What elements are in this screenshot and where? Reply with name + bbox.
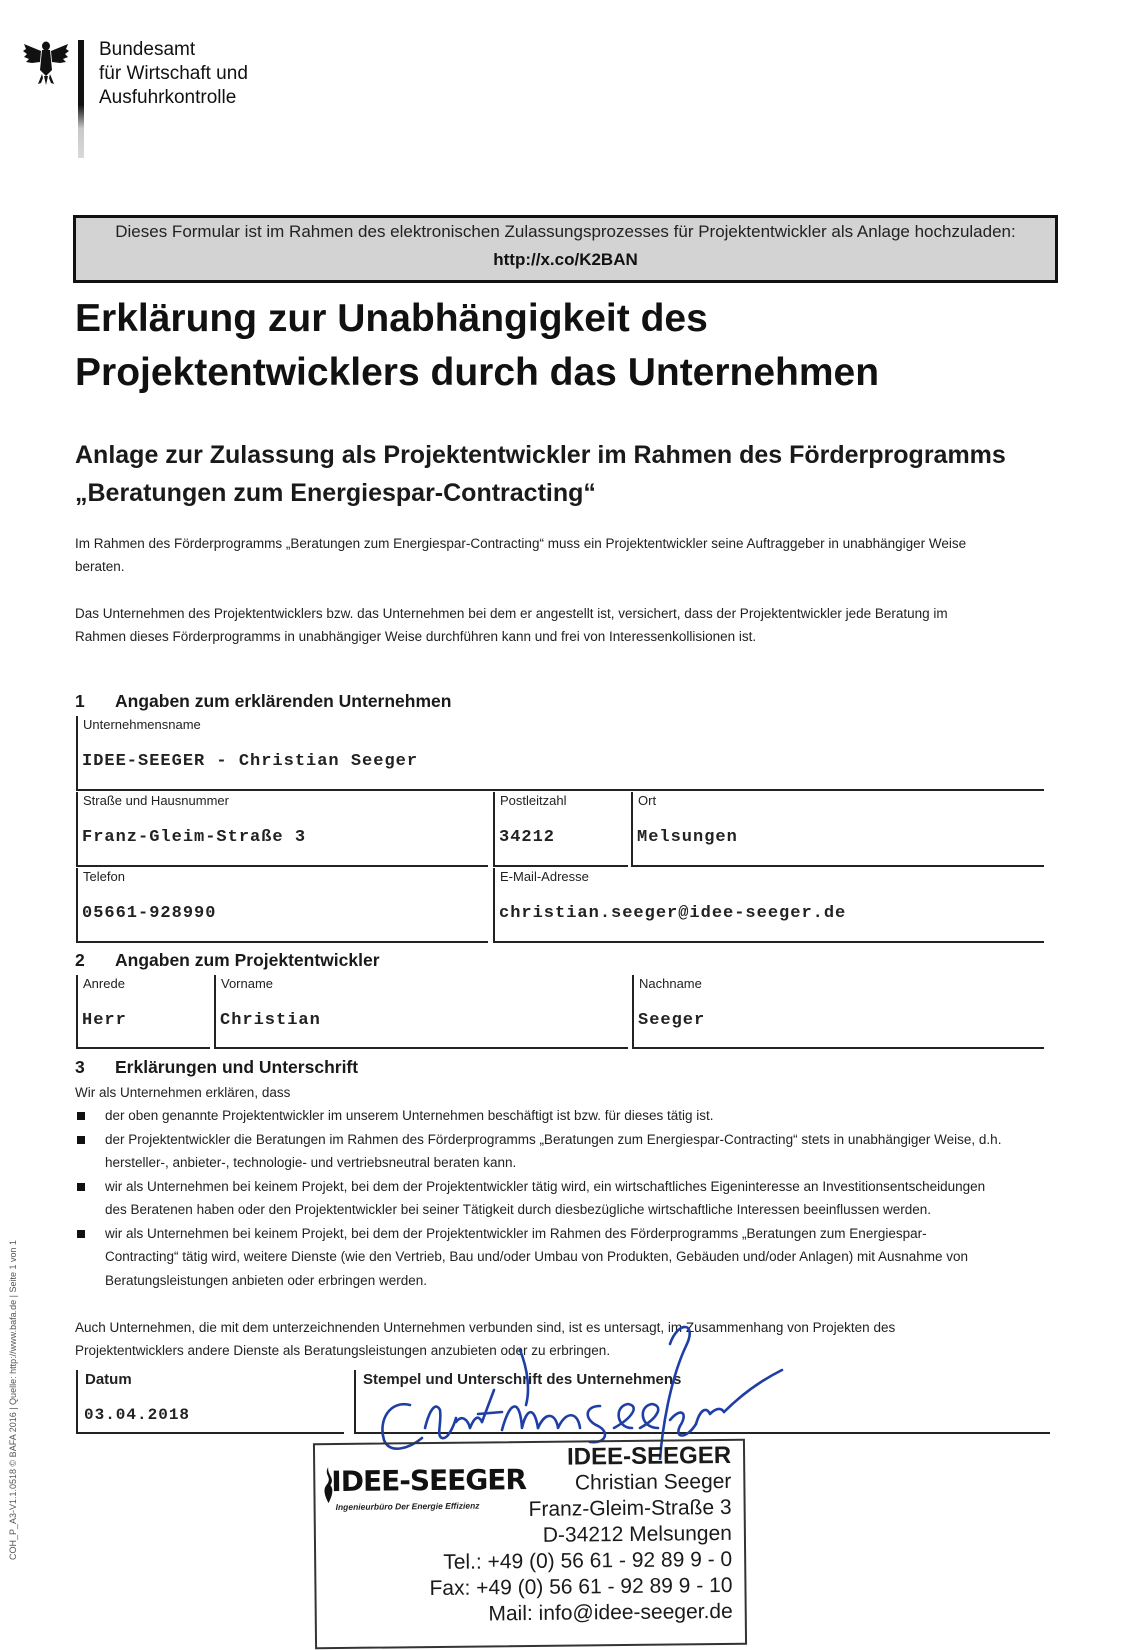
- phone-field[interactable]: [76, 868, 488, 943]
- firstname-value: Christian: [220, 1011, 321, 1030]
- section-3-title: Erklärungen und Unterschrift: [115, 1057, 359, 1077]
- intro-paragraph-2: [75, 602, 1075, 648]
- zip-value: 34212: [499, 828, 556, 847]
- handwritten-signature: [370, 1310, 790, 1460]
- section-1-title: Angaben zum erklärenden Unternehmen: [115, 691, 452, 711]
- zip-field[interactable]: [493, 792, 628, 867]
- city-label: Ort: [638, 793, 657, 808]
- list-item: [75, 1222, 1075, 1293]
- company-stamp: [313, 1439, 747, 1650]
- email-field[interactable]: [493, 868, 1044, 943]
- intro1-line-2: beraten.: [75, 559, 125, 574]
- street-field[interactable]: [76, 792, 488, 867]
- upload-link[interactable]: http://x.co/K2BAN: [493, 250, 638, 269]
- lastname-value: Seeger: [638, 1011, 706, 1030]
- list-item: [75, 1175, 1075, 1222]
- title-line-1: Erklärung zur Unabhängigkeit des: [75, 297, 708, 340]
- city-field[interactable]: [631, 792, 1044, 867]
- section-3-heading: [75, 1057, 358, 1078]
- section-2-number: 2: [75, 950, 85, 970]
- lastname-field[interactable]: [632, 975, 1044, 1049]
- bullet-4-line-3: Beratungsleistungen anbieten oder erbringen werden.: [105, 1272, 427, 1288]
- closing-line-1: Auch Unternehmen, die mit dem unterzeichnenden Unternehmen verbunden sind, ist es untersagt, im Zusammenhang von Projekten des: [75, 1320, 896, 1335]
- subtitle-line-2: „Beratungen zum Energiespar-Contracting“: [75, 479, 596, 507]
- intro2-line-2: Rahmen dieses Förderprogramms in unabhängiger Weise durchführen kann und frei von Interessenkollisionen ist.: [75, 629, 757, 644]
- email-value: christian.seeger@idee-seeger.de: [499, 904, 847, 923]
- bullet-4-line-1: wir als Unternehmen bei keinem Projekt, bei dem der Projektentwickler im Rahmen des Förderprogramms „Beratungen zum Energiespar-: [105, 1225, 927, 1241]
- salutation-field[interactable]: [76, 975, 210, 1049]
- bullet-2-line-1: der Projektentwickler die Beratungen im Rahmen des Förderprogramms „Beratungen zum Energiespar-Contracting“ stets in unabhängiger Weise, d.h.: [105, 1131, 1002, 1147]
- stamp-fax: Fax: +49 (0) 56 61 - 92 89 9 - 10: [429, 1573, 733, 1601]
- bullet-2-line-2: hersteller-, anbieter-, technologie- und vertriebsneutral beraten kann.: [105, 1155, 517, 1170]
- federal-eagle-icon: [22, 36, 70, 86]
- header-divider-bar: [78, 40, 84, 158]
- closing-line-2: Projektentwicklers andere Dienste als Beratungsleistungen anzubieten oder zu erbringen.: [75, 1343, 611, 1358]
- bullet-square-icon: [77, 1230, 85, 1238]
- agency-line-3: Ausfuhrkontrolle: [99, 87, 237, 108]
- section-2-title: Angaben zum Projektentwickler: [115, 950, 380, 970]
- salutation-label: Anrede: [83, 976, 125, 991]
- phone-label: Telefon: [83, 869, 125, 884]
- stamp-phone: Tel.: +49 (0) 56 61 - 92 89 9 - 0: [443, 1547, 733, 1574]
- upload-notice-box: [73, 215, 1058, 283]
- phone-value: 05661-928990: [82, 904, 217, 923]
- bullet-3-line-2: des Beratenen haben oder den Projektentwickler bei seiner Tätigkeit durch diesbezügliche wirtschaftliche Interessen beeinflussen werden.: [105, 1202, 931, 1217]
- bullet-square-icon: [77, 1112, 85, 1120]
- stamp-street: Franz-Gleim-Straße 3: [528, 1495, 732, 1522]
- company-name-label: Unternehmensname: [83, 717, 201, 732]
- page-title: [75, 292, 1075, 400]
- intro2-line-1: Das Unternehmen des Projektentwicklers bzw. das Unternehmen bei dem er angestellt ist, versichert, dass der Projektentwickler jede Beratung im: [75, 606, 948, 621]
- agency-line-1: Bundesamt: [99, 39, 196, 60]
- declaration-list: [75, 1104, 1075, 1292]
- intro-paragraph-1: [75, 532, 1075, 578]
- upload-notice-text: Dieses Formular ist im Rahmen des elektronischen Zulassungsprozesses für Projektentwickler als Anlage hochzuladen:: [115, 222, 1016, 241]
- stamp-city: D-34212 Melsungen: [542, 1521, 733, 1547]
- firstname-field[interactable]: [214, 975, 628, 1049]
- street-label: Straße und Hausnummer: [83, 793, 229, 808]
- company-name-value: IDEE-SEEGER - Christian Seeger: [82, 752, 419, 771]
- stamp-person: Christian Seeger: [574, 1469, 732, 1495]
- stamp-company-name: IDEE-SEEGER: [566, 1441, 732, 1471]
- stamp-logo: IDEE-SEEGER: [331, 1463, 527, 1499]
- intro1-line-1: Im Rahmen des Förderprogramms „Beratungen zum Energiespar-Contracting“ muss ein Projektentwickler seine Auftraggeber in unabhängiger Weise: [75, 536, 967, 551]
- section-1-number: 1: [75, 691, 85, 711]
- subtitle-line-1: Anlage zur Zulassung als Projektentwickler im Rahmen des Förderprogramms: [75, 441, 1006, 469]
- zip-label: Postleitzahl: [500, 793, 567, 808]
- document-code: COH_P_A3-V1.1.0518 © BAFA 2016 | Quelle: http://www.bafa.de | Seite 1 von 1: [8, 1240, 18, 1560]
- date-value: 03.04.2018: [84, 1406, 191, 1424]
- list-item: [75, 1104, 1075, 1128]
- page-subtitle: [75, 436, 1075, 512]
- bullet-4-line-2: Contracting“ tätig wird, weitere Dienste (wie den Vertrieb, Bau und/oder Umbau von Produkten, Gebäuden und/oder Anlagen) mit Ausnahme von: [105, 1249, 969, 1264]
- city-value: Melsungen: [637, 828, 738, 847]
- section-1-heading: [75, 691, 451, 712]
- street-value: Franz-Gleim-Straße 3: [82, 828, 307, 847]
- stamp-address-block: [428, 1443, 733, 1628]
- bullet-square-icon: [77, 1183, 85, 1191]
- stamp-logo-subtitle: Ingenieurbüro Der Energie Effizienz: [335, 1500, 480, 1513]
- section-3-number: 3: [75, 1057, 85, 1077]
- list-item: [75, 1128, 1075, 1175]
- date-field[interactable]: [76, 1370, 344, 1434]
- date-label: Datum: [85, 1371, 132, 1388]
- salutation-value: Herr: [82, 1011, 127, 1030]
- agency-line-2: für Wirtschaft und: [99, 63, 248, 84]
- bullet-square-icon: [77, 1136, 85, 1144]
- section-2-heading: [75, 950, 380, 971]
- signature-label: Stempel und Unterschrift des Unternehmens: [363, 1371, 682, 1388]
- bullet-3-line-1: wir als Unternehmen bei keinem Projekt, bei dem der Projektentwickler tätig wird, ein wirtschaftliches Eigeninteresse an Investitionsentscheidungen: [105, 1178, 986, 1194]
- title-line-2: Projektentwicklers durch das Unternehmen: [75, 351, 880, 394]
- bullet-1-line-1: der oben genannte Projektentwickler im unserem Unternehmen beschäftigt ist bzw. für dieses tätig ist.: [105, 1108, 714, 1123]
- firstname-label: Vorname: [221, 976, 274, 991]
- company-name-field[interactable]: [76, 716, 1044, 791]
- stamp-mail: Mail: info@idee-seeger.de: [488, 1599, 733, 1626]
- agency-name: [99, 38, 248, 110]
- declaration-lead: Wir als Unternehmen erklären, dass: [75, 1085, 291, 1100]
- lastname-label: Nachname: [639, 976, 702, 991]
- email-label: E-Mail-Adresse: [500, 869, 589, 884]
